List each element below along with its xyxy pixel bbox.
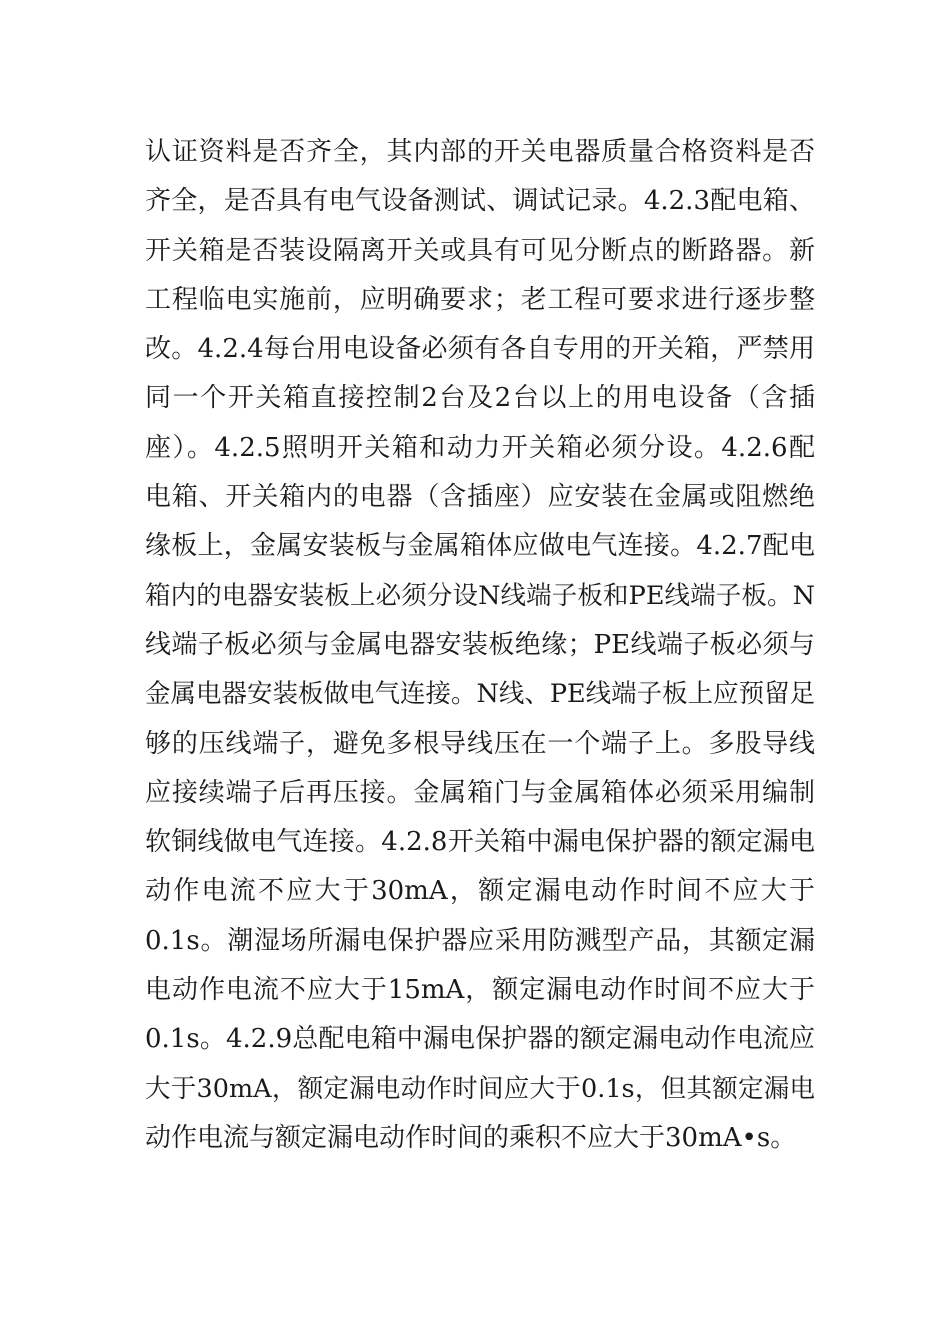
text-line: 认证资料是否齐全，其内部的开关电器质量合格资料是否: [145, 137, 815, 167]
text-line: 动作电流不应大于30mA，额定漏电动作时间不应大于: [145, 876, 815, 907]
text-line: 电动作电流不应大于15mA，额定漏电动作时间不应大于: [145, 975, 815, 1006]
text-line: 动作电流与额定漏电动作时间的乘积不应大于30mA•s。: [145, 1122, 797, 1153]
text-line: 够的压线端子，避免多根导线压在一个端子上。多股导线: [145, 728, 815, 759]
text-line: 齐全，是否具有电气设备测试、调试记录。4.2.3配电箱、: [145, 186, 815, 217]
text-line: 大于30mA，额定漏电动作时间应大于0.1s，但其额定漏电: [145, 1073, 815, 1104]
text-line: 0.1s。4.2.9总配电箱中漏电保护器的额定漏电动作电流应: [145, 1024, 815, 1055]
text-line: 软铜线做电气连接。4.2.8开关箱中漏电保护器的额定漏电: [145, 827, 815, 858]
text-line: 箱内的电器安装板上必须分设N线端子板和PE线端子板。N: [145, 580, 815, 611]
text-line: 应接续端子后再压接。金属箱门与金属箱体必须采用编制: [145, 777, 815, 808]
text-line: 缘板上，金属安装板与金属箱体应做电气连接。4.2.7配电: [145, 531, 815, 562]
text-line: 同一个开关箱直接控制2台及2台以上的用电设备（含插: [145, 383, 815, 414]
text-line: 电箱、开关箱内的电器（含插座）应安装在金属或阻燃绝: [145, 482, 815, 513]
text-line: 0.1s。潮湿场所漏电保护器应采用防溅型产品，其额定漏: [145, 925, 815, 956]
text-line: 座）。4.2.5照明开关箱和动力开关箱必须分设。4.2.6配: [145, 432, 815, 463]
text-line: 改。4.2.4每台用电设备必须有各自专用的开关箱，严禁用: [145, 334, 815, 365]
text-line: 线端子板必须与金属电器安装板绝缘；PE线端子板必须与: [145, 629, 815, 660]
text-line: 金属电器安装板做电气连接。N线、PE线端子板上应预留足: [145, 679, 815, 710]
text-line: 工程临电实施前，应明确要求；老工程可要求进行逐步整: [145, 284, 815, 315]
body-text: [145, 128, 815, 1163]
text-line: 开关箱是否装设隔离开关或具有可见分断点的断路器。新: [145, 235, 815, 266]
